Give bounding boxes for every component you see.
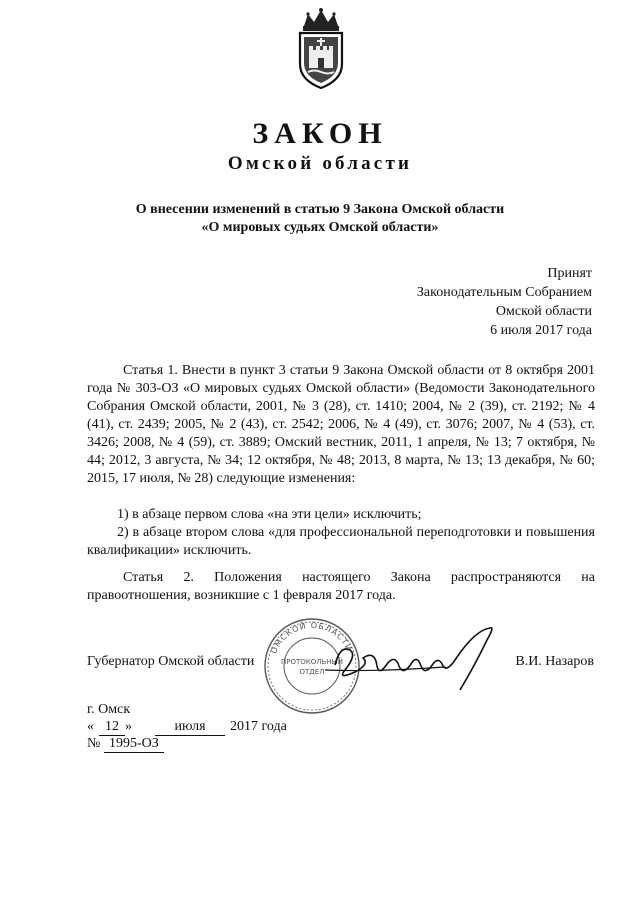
governor-title: Губернатор Омской области: [87, 654, 255, 669]
adoption-date: 6 июля 2017 года: [490, 323, 592, 338]
date-year: 2017 года: [230, 719, 287, 734]
omsk-coat-of-arms-icon: [290, 6, 352, 90]
number-label: №: [87, 736, 101, 751]
law-title: ЗАКОН: [252, 117, 388, 150]
svg-text:ОТДЕЛ: ОТДЕЛ: [299, 668, 325, 676]
svg-text:ПРОТОКОЛЬНЫЙ: ПРОТОКОЛЬНЫЙ: [280, 658, 344, 666]
handwritten-signature: [315, 620, 505, 700]
adoption-line: Принят: [547, 266, 592, 281]
date-open-quote: «: [87, 719, 94, 734]
date-day: 12: [99, 719, 125, 736]
date-close-quote: »: [125, 719, 132, 734]
article-1-item-1: 1) в абзаце первом слова «на эти цели» исключить;: [117, 507, 422, 522]
adoption-block: [417, 264, 592, 340]
article-2: Статья 2. Положения настоящего Закона распространяются на правоотношения, возникшие с 1 февраля 2017 года.: [87, 570, 595, 603]
law-region: Омской области: [227, 153, 413, 174]
number-value: 1995-ОЗ: [104, 736, 164, 753]
law-number: [87, 736, 164, 753]
svg-text:ОМСКОЙ ОБЛАСТИ: ОМСКОЙ ОБЛАСТИ: [269, 620, 354, 656]
article-1-item-2: 2) в абзаце втором слова «для профессиональной переподготовки и повышения квалификации» исключить.: [87, 525, 595, 558]
adoption-line: Омской области: [495, 304, 592, 319]
adoption-line: Законодательным Собранием: [416, 285, 592, 300]
law-heading-line1: О внесении изменений в статью 9 Закона Омской области: [135, 202, 505, 217]
governor-name: В.И. Назаров: [515, 654, 594, 669]
signing-city: г. Омск: [87, 702, 131, 717]
article-1: Статья 1. Внести в пункт 3 статьи 9 Закона Омской области от 8 октября 2001 года № 303-ОЗ «О мировых судьях Омской области» (Ведомости Законодательного Собрания Омской области, 2001, № 3 (28), ст. 1410; 2004, № 2 (39), ст. 2192; № 4 (41), ст. 2439; 2005, № 2 (43), ст. 2542; 2006, № 4 (49), ст. 3076; 2007, № 4 (53), ст. 3426; 2008, № 4 (59), ст. 3889; Омский вестник, 2011, 1 апреля, № 13; 7 октября, № 44; 2012, 3 августа, № 34; 12 октября, № 48; 2013, 8 марта, № 13; 13 декабря, № 60; 2015, 17 июля, № 28) следующие изменения:: [87, 363, 595, 486]
law-heading-line2: «О мировых судьях Омской области»: [201, 220, 439, 235]
date-month: июля: [155, 719, 225, 736]
